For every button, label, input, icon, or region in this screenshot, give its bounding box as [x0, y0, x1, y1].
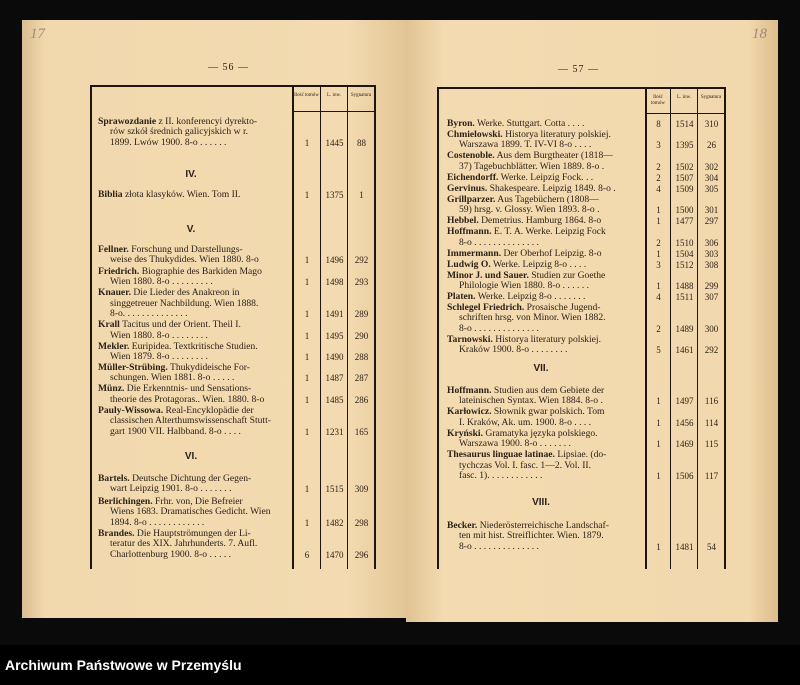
entry-inv: 1498 — [325, 277, 344, 288]
entry-line: 1899. Lwów 1900. 8-o . . . . . . — [110, 136, 227, 148]
entry-sig: 310 — [704, 119, 719, 129]
entry-inv: 1461 — [675, 345, 694, 356]
entry-vol: 2 — [656, 172, 661, 183]
left-page — [22, 20, 406, 618]
catalog-entry — [447, 173, 593, 183]
author-name: Chmielowski. — [447, 129, 503, 140]
entry-vol: 1 — [304, 190, 310, 200]
author-name: Sprawozdanie — [98, 116, 157, 127]
catalog-entry — [98, 190, 240, 200]
entry-text: Euripidea. Textkritische Studien. — [131, 340, 258, 352]
author-name: Kryński. — [447, 427, 483, 439]
author-name: Costenoble. — [447, 150, 495, 162]
catalog-entry — [98, 497, 271, 528]
catalog-entry — [98, 363, 250, 384]
catalog-entry — [447, 271, 605, 292]
entry-inv: 1507 — [675, 172, 694, 183]
entry-inv: 1510 — [675, 237, 694, 248]
entry-text: Historya literatury polskiej. — [505, 129, 611, 140]
entry-sig: 288 — [354, 352, 369, 362]
entry-vol: 1 — [656, 205, 661, 216]
book-table — [437, 87, 724, 569]
entry-vol: 1 — [304, 394, 310, 405]
entry-text: E. T. A. Werke. Leipzig Fock — [493, 226, 606, 238]
catalog-entry — [98, 117, 257, 148]
entry-text: Niederösterreichische Landschaf- — [479, 520, 609, 531]
author-name: Müller-Strübing. — [98, 362, 168, 373]
entry-sig: 116 — [704, 396, 719, 407]
entry-vol: 1 — [304, 277, 310, 288]
entry-line — [447, 292, 585, 302]
entry-text: Die Erkenntnis- und Sensations- — [126, 383, 252, 395]
archive-footer — [0, 645, 800, 685]
entry-text: Thukydideische For- — [169, 362, 250, 373]
entry-sig: 306 — [704, 237, 719, 248]
entry-sig: 296 — [354, 549, 369, 560]
entry-vol: 1 — [304, 484, 310, 495]
entry-inv: 1481 — [675, 541, 694, 552]
entry-line: 8-o . . . . . . . . . . . . . . — [459, 236, 539, 248]
entry-text: Werke. Leipzig Fock. . . — [500, 171, 594, 183]
catalog-entry — [447, 335, 601, 356]
entry-vol: 1 — [656, 281, 661, 291]
entry-text: Biographie des Barkiden Mago — [141, 266, 262, 277]
entry-sig: 117 — [704, 471, 719, 481]
entry-vol: 1 — [304, 517, 310, 528]
entry-text: Aus dem Burgtheater (1818— — [496, 150, 613, 162]
header-rule — [292, 111, 374, 112]
entry-inv: 1488 — [675, 281, 694, 291]
author-name: Friedrich. — [98, 266, 140, 277]
column-header-inventory: L. inw. — [677, 95, 691, 100]
catalog-entry — [447, 386, 604, 407]
entry-line: wart Leipzig 1901. 8-o . . . . . . . — [110, 483, 232, 495]
entry-vol: 1 — [656, 396, 661, 407]
catalog-entry — [98, 245, 259, 266]
entry-line: I. Kraków, Ak. um. 1900. 8-o . . . . — [459, 416, 592, 428]
entry-vol: 1 — [656, 471, 661, 481]
entry-vol: 1 — [656, 439, 661, 450]
entry-sig: 292 — [704, 345, 719, 356]
entry-inv: 1500 — [675, 205, 694, 216]
entry-line: teratur des XIX. Jahrhunderts. 7. Aufl. — [110, 538, 258, 550]
catalog-entry — [98, 384, 264, 405]
entry-line: classischen Alterthumswissenschaft Stutt- — [110, 415, 271, 427]
entry-inv: 1504 — [675, 248, 694, 259]
entry-vol: 2 — [656, 323, 661, 334]
catalog-entry — [98, 288, 258, 319]
entry-sig: 293 — [354, 277, 369, 288]
entry-inv: 1497 — [675, 396, 694, 407]
author-name: Hoffmann. — [447, 226, 492, 238]
entry-line: 8-o. . . . . . . . . . . . . . — [110, 308, 188, 320]
entry-sig: 299 — [704, 281, 719, 291]
entry-line: Wiens 1683. Dramatisches Gedicht. Wien — [110, 506, 271, 518]
column-header-signature: Sygnatura — [350, 93, 372, 98]
entry-line: Charlottenburg 1900. 8-o . . . . . — [110, 548, 232, 560]
entry-text: Die Lieder des Anakreon in — [133, 287, 240, 299]
catalog-entry — [447, 407, 604, 428]
author-name: Gervinus. — [447, 182, 488, 194]
section-heading: VI. — [184, 451, 198, 462]
entry-line: 8-o . . . . . . . . . . . . . . — [459, 322, 539, 334]
column-header-signature: Sygnatura — [700, 95, 722, 100]
entry-text: z II. konferencyi dyrekto- — [158, 116, 258, 127]
entry-text: Der Oberhof Leipzig. 8-o — [503, 247, 602, 259]
entry-line: Kraków 1900. 8-o . . . . . . . . — [459, 344, 568, 356]
column-header-volumes: Ilość tomów — [651, 95, 665, 106]
entry-vol: 1 — [304, 352, 310, 362]
column-header-inventory: L. inw. — [327, 93, 341, 98]
entry-sig: 88 — [357, 137, 366, 148]
entry-vol: 2 — [656, 161, 661, 172]
entry-sig: 114 — [704, 417, 719, 428]
entry-line: Wien 1880. 8-o . . . . . . . . . — [110, 276, 213, 288]
entry-line: 37) Tagebuchblätter. Wien 1889. 8-o . — [459, 160, 605, 172]
entry-vol: 1 — [304, 373, 310, 384]
author-name: Tarnowski. — [447, 333, 493, 345]
entry-inv: 1470 — [325, 549, 344, 560]
page-number: — 57 — — [558, 64, 599, 75]
catalog-entry — [447, 521, 609, 552]
entry-sig: 301 — [704, 205, 719, 216]
author-name: Schlegel Friedrich. — [447, 302, 525, 313]
entry-sig: 308 — [704, 259, 719, 270]
entry-inv: 1489 — [675, 323, 694, 334]
entry-line: ten mit hist. Streiflichter. Wien. 1879. — [459, 530, 604, 542]
author-name: Grillparzer. — [447, 193, 496, 205]
entry-line: Wien 1879. 8-o . . . . . . . . — [110, 351, 208, 362]
entry-line: Warszawa 1899. T. IV-VI 8-o . . . . — [459, 139, 592, 151]
entry-line: 8-o . . . . . . . . . . . . . . — [459, 540, 539, 552]
entry-inv: 1445 — [325, 137, 344, 148]
column-rule — [320, 85, 321, 569]
catalog-entry — [447, 216, 601, 226]
entry-vol: 1 — [304, 426, 310, 437]
entry-inv: 1375 — [325, 190, 344, 200]
entry-inv: 1495 — [325, 330, 344, 341]
entry-line: weise des Thukydides. Wien 1880. 8-o — [110, 254, 259, 266]
entry-inv: 1496 — [325, 255, 344, 266]
entry-vol: 2 — [656, 237, 661, 248]
catalog-entry — [98, 406, 271, 437]
author-name: Brandes. — [98, 527, 135, 539]
entry-text: Forschung und Darstellungs- — [131, 244, 243, 255]
section-heading: V. — [186, 224, 196, 235]
author-name: Münz. — [98, 383, 125, 395]
author-name: Immermann. — [447, 247, 502, 259]
table-left-rule — [90, 85, 92, 569]
entry-line: singgetreuer Nachbildung. Wien 1888. — [110, 297, 259, 309]
entry-vol: 6 — [304, 549, 310, 560]
entry-text: Shakespeare. Leipzig 1849. 8-o . — [489, 182, 616, 194]
entry-sig: 54 — [707, 541, 716, 552]
entry-line — [447, 249, 602, 259]
entry-line: theorie des Protagoras.. Wien. 1880. 8-o — [110, 393, 265, 405]
column-rule — [374, 85, 376, 569]
catalog-entry — [447, 119, 584, 129]
entry-text: Historya literatury polskiej. — [495, 333, 601, 345]
catalog-entry — [98, 267, 262, 288]
catalog-entry — [447, 260, 586, 270]
author-name: Pauly-Wissowa. — [98, 404, 164, 416]
entry-line — [447, 119, 584, 129]
entry-inv: 1509 — [675, 183, 694, 194]
entry-text: Lipsiae. (do- — [557, 449, 607, 461]
entry-text: Werke. Leipzig 8-o . . . . — [492, 258, 587, 270]
entry-line — [447, 173, 593, 183]
entry-line: 1894. 8-o . . . . . . . . . . . . — [110, 516, 205, 528]
entry-text: Werke. Leipzig 8-o . . . . . . . — [477, 291, 586, 302]
entry-text: Studien zur Goethe — [531, 269, 606, 281]
author-name: Thesaurus linguae latinae. — [447, 449, 555, 461]
column-header-volumes: Ilość tomów — [294, 93, 319, 98]
catalog-entry — [98, 320, 241, 341]
entry-inv: 1469 — [675, 439, 694, 450]
entry-inv: 1477 — [675, 216, 694, 227]
entry-vol: 4 — [656, 292, 661, 302]
entry-sig: 304 — [704, 172, 719, 183]
entry-vol: 8 — [656, 119, 661, 129]
entry-sig: 1 — [359, 190, 364, 200]
entry-sig: 297 — [704, 216, 719, 227]
entry-line: Wien 1880. 8-o . . . . . . . . — [110, 329, 208, 341]
entry-line: rów szkół średnich galicyjskich w r. — [110, 126, 249, 138]
entry-vol: 1 — [656, 541, 661, 552]
catalog-entry — [447, 450, 606, 481]
table-top-rule — [437, 87, 724, 89]
book-table — [90, 85, 374, 569]
entry-text: Słownik gwar polskich. Tom — [493, 406, 605, 418]
author-name: Fellner. — [98, 244, 129, 255]
entry-line: tychczas Vol. I. fasc. 1—2. Vol. II. — [459, 459, 591, 471]
catalog-entry — [447, 429, 598, 450]
catalog-entry — [447, 292, 585, 302]
entry-inv: 1490 — [325, 352, 344, 362]
entry-sig: 292 — [354, 255, 369, 266]
archive-name: Archiwum Państwowe w Przemyślu — [5, 657, 242, 673]
catalog-entry — [447, 130, 611, 151]
catalog-entry — [447, 303, 606, 334]
entry-vol: 1 — [656, 417, 661, 428]
entry-sig: 298 — [354, 517, 369, 528]
catalog-entry — [447, 227, 606, 248]
entry-line: schungen. Wien 1881. 8-o . . . . . — [110, 372, 235, 384]
author-name: Karłowicz. — [447, 406, 492, 418]
entry-text: Die Hauptströmungen der Li- — [136, 527, 251, 539]
entry-line: Philologie Wien 1880. 8-o . . . . . . — [459, 280, 590, 291]
entry-line: Warszawa 1900. 8-o . . . . . . . — [459, 438, 571, 450]
catalog-entry — [98, 529, 257, 560]
entry-text: Werke. Stuttgart. Cotta . . . . — [477, 118, 585, 129]
pencil-page-note: 18 — [752, 26, 767, 42]
entry-line: lateinischen Syntax. Wien 1884. 8-o . — [459, 395, 603, 407]
entry-inv: 1502 — [675, 161, 694, 172]
entry-vol: 3 — [656, 140, 661, 151]
entry-sig: 290 — [354, 330, 369, 341]
header-rule — [645, 113, 724, 114]
right-page — [406, 20, 778, 622]
entry-vol: 1 — [304, 330, 310, 341]
entry-line — [447, 260, 586, 270]
author-name: Biblia — [98, 189, 123, 200]
entry-inv: 1515 — [325, 484, 344, 495]
entry-text: Studien aus dem Gebiete der — [493, 385, 605, 396]
entry-line: schriften hrsg. von Minor. Wien 1882. — [459, 312, 606, 324]
section-heading: IV. — [185, 169, 197, 180]
entry-sig: 309 — [354, 484, 369, 495]
entry-line: 59) hrsg. v. Glossy. Wien 1893. 8-o . — [459, 204, 600, 216]
pencil-page-note: 17 — [30, 26, 45, 42]
entry-inv: 1395 — [675, 140, 694, 151]
author-name: Knauer. — [98, 287, 131, 299]
entry-sig: 305 — [704, 183, 719, 194]
author-name: Minor J. und Sauer. — [447, 269, 529, 281]
catalog-entry — [447, 195, 600, 216]
section-heading: VII. — [533, 363, 549, 374]
catalog-entry — [447, 184, 616, 194]
entry-vol: 1 — [304, 255, 310, 266]
entry-sig: 115 — [704, 439, 719, 450]
entry-sig: 289 — [354, 309, 369, 320]
entry-sig: 26 — [707, 140, 716, 151]
entry-text: Gramatyka języka polskiego. — [485, 427, 598, 439]
section-heading: VIII. — [532, 497, 550, 508]
author-name: Hebbel. — [447, 215, 479, 227]
column-rule — [347, 85, 348, 569]
entry-vol: 5 — [656, 345, 661, 356]
entry-inv: 1491 — [325, 309, 344, 320]
entry-sig: 165 — [354, 426, 369, 437]
entry-text: Real-Encyklopädie der — [165, 404, 254, 416]
entry-sig: 307 — [704, 292, 719, 302]
entry-sig: 300 — [704, 323, 719, 334]
author-name: Becker. — [447, 520, 478, 531]
entry-inv: 1482 — [325, 517, 344, 528]
table-top-rule — [90, 85, 374, 87]
page-number: — 56 — — [208, 62, 249, 73]
entry-inv: 1231 — [325, 426, 344, 437]
author-name: Byron. — [447, 118, 475, 129]
entry-text: Aus Tagebüchern (1808— — [497, 193, 599, 205]
entry-line: fasc. 1). . . . . . . . . . . . — [459, 470, 543, 481]
author-name: Berlichingen. — [98, 496, 153, 507]
entry-inv: 1512 — [675, 259, 694, 270]
entry-vol: 1 — [304, 137, 310, 148]
entry-text: Demetrius. Hamburg 1864. 8-o — [481, 215, 602, 227]
entry-inv: 1506 — [675, 471, 694, 481]
author-name: Krall — [98, 319, 120, 331]
entry-vol: 4 — [656, 183, 661, 194]
author-name: Mekler. — [98, 340, 130, 352]
entry-inv: 1487 — [325, 373, 344, 384]
entry-vol: 1 — [304, 309, 310, 320]
entry-vol: 1 — [656, 248, 661, 259]
entry-inv: 1514 — [675, 119, 694, 129]
entry-line: gart 1900 VII. Halbband. 8-o . . . . — [110, 425, 241, 437]
entry-sig: 302 — [704, 161, 719, 172]
entry-vol: 1 — [656, 216, 661, 227]
entry-text: złota klasyków. Wien. Tom II. — [124, 189, 241, 200]
entry-sig: 287 — [354, 373, 369, 384]
column-rule — [292, 85, 294, 569]
catalog-entry — [98, 342, 258, 363]
entry-text: Frhr. von, Die Befreier — [155, 496, 243, 507]
catalog-entry — [447, 249, 602, 259]
entry-sig: 303 — [704, 248, 719, 259]
author-name: Hoffmann. — [447, 385, 492, 396]
entry-inv: 1456 — [675, 417, 694, 428]
entry-text: Tacitus und der Orient. Theil I. — [122, 319, 241, 331]
author-name: Bartels. — [98, 473, 130, 484]
entry-sig: 286 — [354, 394, 369, 405]
entry-inv: 1485 — [325, 394, 344, 405]
entry-vol: 3 — [656, 259, 661, 270]
author-name: Ludwig O. — [447, 258, 491, 270]
catalog-entry — [98, 474, 251, 495]
entry-line — [447, 216, 601, 226]
entry-line — [447, 184, 616, 194]
entry-text: Prosaische Jugend- — [526, 302, 601, 313]
author-name: Eichendorff. — [447, 171, 499, 183]
author-name: Platen. — [447, 291, 476, 302]
entry-inv: 1511 — [675, 292, 694, 302]
entry-line — [98, 190, 240, 200]
catalog-entry — [447, 151, 613, 172]
entry-text: Deutsche Dichtung der Gegen- — [132, 473, 252, 484]
